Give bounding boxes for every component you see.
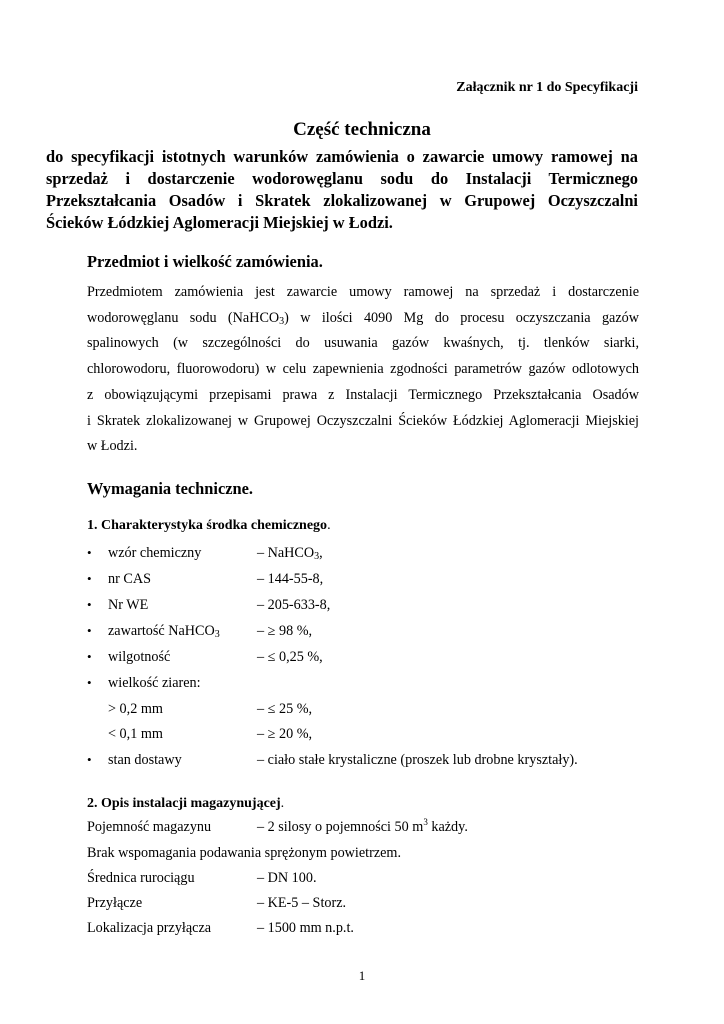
paragraph-line: i Skratek zlokalizowanej w Grupowej Oczyszczalni Ścieków Łódzkiej Aglomeracji Miejskiej <box>87 412 639 429</box>
install-heading-dot: . <box>280 796 285 811</box>
item-label: wilgotność <box>108 649 171 665</box>
item-value <box>257 545 323 562</box>
paragraph-line: w Łodzi. <box>87 438 138 455</box>
subtitle-line: sprzedaż i dostarczenie wodorowęglanu sodu do Instalacji Termicznego <box>46 169 638 188</box>
item-label: stan dostawy <box>108 752 182 768</box>
item-label <box>108 623 220 640</box>
item-label: wzór chemiczny <box>108 545 202 561</box>
spec-label: Przyłącze <box>87 895 143 911</box>
spec-note: Brak wspomagania podawania sprężonym powietrzem. <box>87 845 401 861</box>
bullet: • <box>87 597 92 612</box>
spec-label: Pojemność magazynu <box>87 819 212 835</box>
install-heading-text: 2. Opis instalacji magazynującej <box>87 796 281 811</box>
chem-heading-text: 1. Charakterystyka środka chemicznego <box>87 518 328 533</box>
item-value: – 205-633-8, <box>257 597 331 613</box>
subtitle-line: Przekształcania Osadów i Skratek zlokalizowanej w Grupowej Oczyszczalni <box>46 191 638 210</box>
subscript: 3 <box>279 315 285 327</box>
annex-label: Załącznik nr 1 do Specyfikacji <box>456 80 638 95</box>
subtitle-line: do specyfikacji istotnych warunków zamówienia o zawarcie umowy ramowej na <box>46 147 638 166</box>
section-heading-requirements: Wymagania techniczne. <box>87 479 254 498</box>
paragraph-line: Przedmiotem zamówienia jest zawarcie umowy ramowej na sprzedaż i dostarczenie <box>87 284 639 300</box>
bullet: • <box>87 545 92 560</box>
paragraph-text: wodorowęglanu sodu (NaHCO <box>87 309 280 326</box>
value-text: każdy. <box>427 819 468 835</box>
item-value: – ≥ 20 %, <box>257 726 313 742</box>
value-text: – 2 silosy o pojemności 50 m <box>257 819 424 835</box>
document-title: Część techniczna <box>293 119 431 140</box>
subtitle-line: Ścieków Łódzkiej Aglomeracji Miejskiej w Łodzi. <box>46 213 393 232</box>
item-value: – ciało stałe krystaliczne (proszek lub drobne kryształy). <box>257 752 578 768</box>
bullet: • <box>87 752 92 767</box>
paragraph-line: spalinowych (w szczególności do usuwania gazów kwaśnych, tj. tlenków siarki, <box>87 335 639 352</box>
subscript: 3 <box>214 629 220 640</box>
spec-label: Średnica rurociągu <box>87 870 195 886</box>
chem-heading <box>87 518 331 534</box>
spec-value: – KE-5 – Storz. <box>257 895 347 911</box>
subscript: 3 <box>314 551 320 562</box>
item-label: wielkość ziaren: <box>108 675 201 691</box>
section-heading-subject: Przedmiot i wielkość zamówienia. <box>87 252 323 271</box>
item-label: Nr WE <box>108 597 149 613</box>
subject-paragraph <box>87 280 639 460</box>
item-label: < 0,1 mm <box>108 726 163 742</box>
bullet: • <box>87 649 92 664</box>
install-heading <box>87 796 284 812</box>
bullet: • <box>87 675 92 690</box>
label-text: zawartość NaHCO <box>108 623 215 639</box>
bullet: • <box>87 623 92 638</box>
item-value: – 144-55-8, <box>257 571 324 587</box>
paragraph-line: chlorowodoru, fluorowodoru) w celu zapewnienia zgodności parametrów gazów odlotowych <box>87 361 639 378</box>
spec-value <box>257 819 468 836</box>
superscript: 3 <box>423 817 428 827</box>
paragraph-text: ) w ilości 4090 Mg do procesu oczyszczania gazów <box>284 309 639 326</box>
item-value: – ≥ 98 %, <box>257 623 313 639</box>
spec-label: Lokalizacja przyłącza <box>87 920 212 936</box>
value-text: – NaHCO <box>257 545 315 561</box>
chem-heading-dot: . <box>327 518 331 533</box>
page-number: 1 <box>358 968 366 983</box>
value-text: , <box>319 545 323 561</box>
paragraph-line: z obowiązującymi przepisami prawa z Instalacji Termicznego Przekształcania Osadów <box>87 386 639 403</box>
bullet: • <box>87 571 92 586</box>
spec-value: – 1500 mm n.p.t. <box>257 920 354 936</box>
item-value: – ≤ 25 %, <box>257 701 313 717</box>
item-value: – ≤ 0,25 %, <box>257 649 323 665</box>
document-subtitle <box>46 146 638 234</box>
item-label: nr CAS <box>108 571 151 587</box>
item-label: > 0,2 mm <box>108 701 163 717</box>
paragraph-line <box>87 306 639 332</box>
spec-value: – DN 100. <box>257 870 317 886</box>
